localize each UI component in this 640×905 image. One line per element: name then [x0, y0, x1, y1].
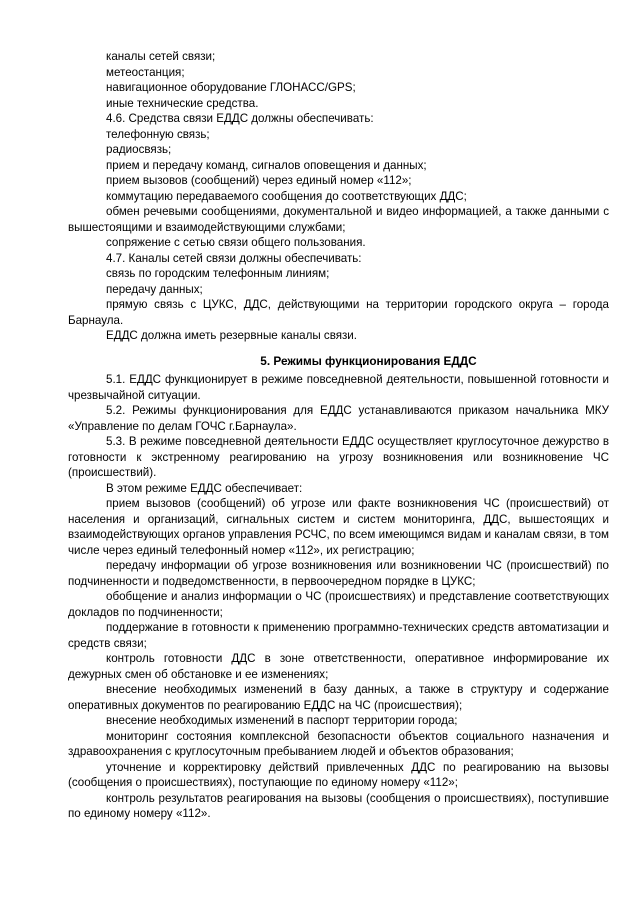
section-heading: 5. Режимы функционирования ЕДДС: [260, 353, 477, 368]
paragraph: каналы сетей связи;: [106, 50, 216, 63]
paragraph: В этом режиме ЕДДС обеспечивает:: [106, 481, 303, 495]
paragraph: 4.7. Каналы сетей связи должны обеспечивать:: [106, 251, 362, 265]
paragraph: обобщение и анализ информации о ЧС (происшествиях) и представление соответствующих докладов по подчиненности;: [68, 590, 609, 619]
section-4-continuation: [68, 49, 609, 344]
paragraph: связь по городским телефонным линиям;: [106, 267, 330, 280]
paragraph: поддержание в готовности к применению программно-технических средств автоматизации и средств связи;: [68, 621, 609, 650]
document-body: [68, 49, 609, 822]
paragraph: прием вызовов (сообщений) об угрозе или факте возникновения ЧС (происшествий) от населения и организаций, сигнальных систем и систем мониторинга, ДДС, вышестоящих и взаимодействующих органов управления РСЧС, по всем имеющимся видам и каналам связи, в том числе через единый телефонный номер «112», их регистрацию;: [68, 497, 609, 557]
paragraph: прямую связь с ЦУКС, ДДС, действующими на территории городского округа – города Барнаула.: [68, 298, 609, 327]
paragraph: 4.6. Средства связи ЕДДС должны обеспечивать:: [106, 112, 374, 125]
paragraph: обмен речевыми сообщениями, документальной и видео информацией, а также данными с вышестоящими и взаимодействующими службами;: [68, 205, 609, 234]
paragraph: передачу данных;: [106, 282, 203, 296]
paragraph: иные технические средства.: [106, 96, 259, 110]
paragraph: 5.2. Режимы функционирования для ЕДДС устанавливаются приказом начальника МКУ «Управление по делам ГОЧС г.Барнаула».: [68, 404, 609, 433]
paragraph: метеостанция;: [106, 65, 185, 79]
paragraph: 5.3. В режиме повседневной деятельности ЕДДС осуществляет круглосуточное дежурство в готовности к экстренному реагированию на угрозу возникновения или возникновение ЧС (происшествий).: [68, 435, 609, 479]
paragraph: внесение необходимых изменений в паспорт территории города;: [106, 714, 458, 727]
paragraph: прием и передачу команд, сигналов оповещения и данных;: [106, 158, 427, 172]
paragraph: сопряжение с сетью связи общего пользования.: [106, 236, 366, 249]
paragraph: коммутацию передаваемого сообщения до соответствующих ДДС;: [106, 189, 467, 203]
paragraph: уточнение и корректировку действий привлеченных ДДС по реагированию на вызовы (сообщения о происшествиях), поступающие по единому номеру «112»;: [68, 760, 609, 789]
paragraph: телефонную связь;: [106, 127, 210, 141]
paragraph: внесение необходимых изменений в базу данных, а также в структуру и содержание оперативных документов по реагированию ЕДДС на ЧС (происшествия);: [68, 683, 609, 712]
section-5-body: [68, 372, 609, 822]
paragraph: контроль результатов реагирования на вызовы (сообщения о происшествиях), поступившие по единому номеру «112».: [68, 791, 609, 820]
paragraph: навигационное оборудование ГЛОНАСС/GPS;: [106, 81, 356, 94]
paragraph: контроль готовности ДДС в зоне ответственности, оперативное информирование их дежурных смен об обстановке и ее изменениях;: [68, 652, 609, 681]
paragraph: радиосвязь;: [106, 143, 172, 156]
paragraph: передачу информации об угрозе возникновения или возникновении ЧС (происшествий) по подчиненности и подведомственности, в первоочередном порядке в ЦУКС;: [68, 559, 609, 588]
paragraph: прием вызовов (сообщений) через единый номер «112»;: [106, 174, 412, 187]
paragraph: 5.1. ЕДДС функционирует в режиме повседневной деятельности, повышенной готовности и чрезвычайной ситуации.: [68, 373, 609, 402]
paragraph: мониторинг состояния комплексной безопасности объектов социального назначения и здравоохранения с круглосуточным пребыванием людей и объектов образования;: [68, 729, 609, 758]
paragraph: ЕДДС должна иметь резервные каналы связи.: [106, 329, 358, 342]
